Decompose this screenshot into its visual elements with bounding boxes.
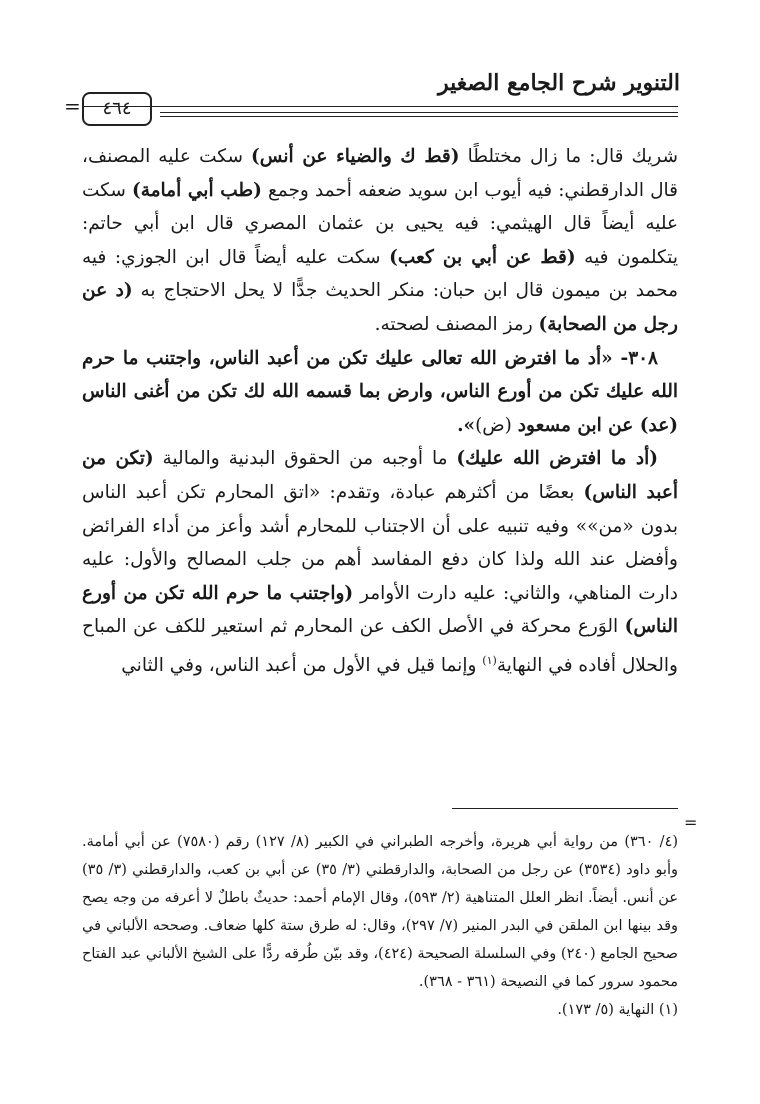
bold-citation: (د عن رجل من الصحابة)	[82, 280, 678, 335]
text-run: سكت عليه المصنف، قال الدارقطني: فيه أيوب ابن سويد ضعفه أحمد وجمع	[82, 146, 679, 201]
bold-citation: (قط عن أبي بن كعب)	[389, 246, 576, 268]
header-double-rule-1	[160, 112, 678, 113]
running-title: التنوير شرح الجامع الصغير	[438, 70, 680, 96]
hadith-close: ».	[457, 414, 476, 436]
footnote-1: (١) النهاية (٥/ ١٧٣).	[557, 1002, 678, 1018]
bold-citation: (طب أبي أمامة)	[131, 179, 262, 201]
hadith-308	[82, 342, 678, 443]
footnote-continued: (٤/ ٣٦٠) من رواية أبي هريرة، وأخرجه الطبراني في الكبير (٨/ ١٢٧) رقم (٧٥٨٠) عن أبي أمامة. وأبو داود (٣٥٣٤) عن رجل من الصحابة، والدارقطني (٣/ ٣٥) عن أبي بن كعب، والدارقطني (٣/ ٣٥) عن أنس. أيضاً. انظر العلل المتناهية (٢/ ٥٩٣)، وقال الإمام أحمد: حديثٌ باطلٌ لا أعرفه من وجه يصح وقد بينها ابن الملقن في البدر المنير (٧/ ٢٩٧)، وقال: له طرق ستة كلها ضعاف. وصححه الألباني في صحيح الجامع (٢٤٠) وفي السلسلة الصحيحة (٤٢٤)، وقد بيّن طُرقه ردًّا على الشيخ الألباني عبد الفتاح محمود سرور كما في النصيحة (٣٦١ - ٣٦٨).	[82, 834, 679, 990]
bold-lemma: (أد ما افترض الله عليك)	[456, 448, 658, 470]
footnote-reference: (١)	[482, 653, 497, 667]
grade-marker: (ض)	[475, 414, 518, 436]
text-run: شريك قال: ما زال مختلطًا	[459, 146, 678, 167]
bold-citation: (قط ك والضياء عن أنس)	[251, 146, 460, 167]
hadith-text: ٣٠٨- «أد ما افترض الله تعالى عليك تكن من أعبد الناس، واجتنب ما حرم الله عليك تكن من أورع الناس، وارض بما قسمه الله لك تكن من أغنى الناس (عد) عن ابن مسعود	[82, 347, 678, 436]
text-run: رمز المصنف لصحته.	[374, 313, 539, 335]
paragraph-commentary-continued	[82, 140, 678, 342]
text-run: الوَرع محركة في الأصل الكف عن المحارم ثم استعير للكف عن المباح والحلال أفاده في النهاية	[82, 616, 678, 677]
text-run: بعضًا من أكثرهم عبادة، وتقدم: «اتق المحارم تكن أعبد الناس بدون «من»» وفيه تنبيه على أن الاجتناب للمحارم أشد وأعز من أداء الفرائض وأفضل عند الله ولذا كان دفع المفاسد أهم من جلب المصالح والأول: عليه دارت المناهي، والثاني: عليه دارت الأوامر	[82, 481, 678, 604]
text-run: سكت عليه أيضاً قال ابن الجوزي: فيه محمد بن ميمون قال ابن حبان: منكر الحديث جدًّا لا يحل الاحتجاج به	[82, 246, 678, 302]
header-rule	[82, 106, 678, 107]
footnotes	[82, 828, 678, 1024]
text-run: ما أوجبه من الحقوق البدنية والمالية	[153, 448, 457, 470]
footnote-continuation-marker: =	[684, 813, 698, 832]
page-number-marker: =	[64, 94, 81, 118]
main-text	[82, 140, 678, 683]
bold-lemma: (واجتنب ما حرم الله تكن من أورع الناس)	[82, 582, 678, 638]
page-number: ٤٦٤	[82, 92, 152, 126]
bold-lemma: (تكن من أعبد الناس)	[82, 448, 678, 503]
text-run: وإنما قيل في الأول من أعبد الناس، وفي الثاني	[121, 655, 483, 677]
header-double-rule-2	[160, 116, 678, 117]
text-run: سكت عليه أيضاً قال الهيثمي: فيه يحيى بن عثمان المصري قال ابن أبي حاتم: يتكلمون فيه	[82, 179, 678, 268]
footnote-rule	[452, 808, 678, 809]
paragraph-commentary	[82, 442, 678, 682]
